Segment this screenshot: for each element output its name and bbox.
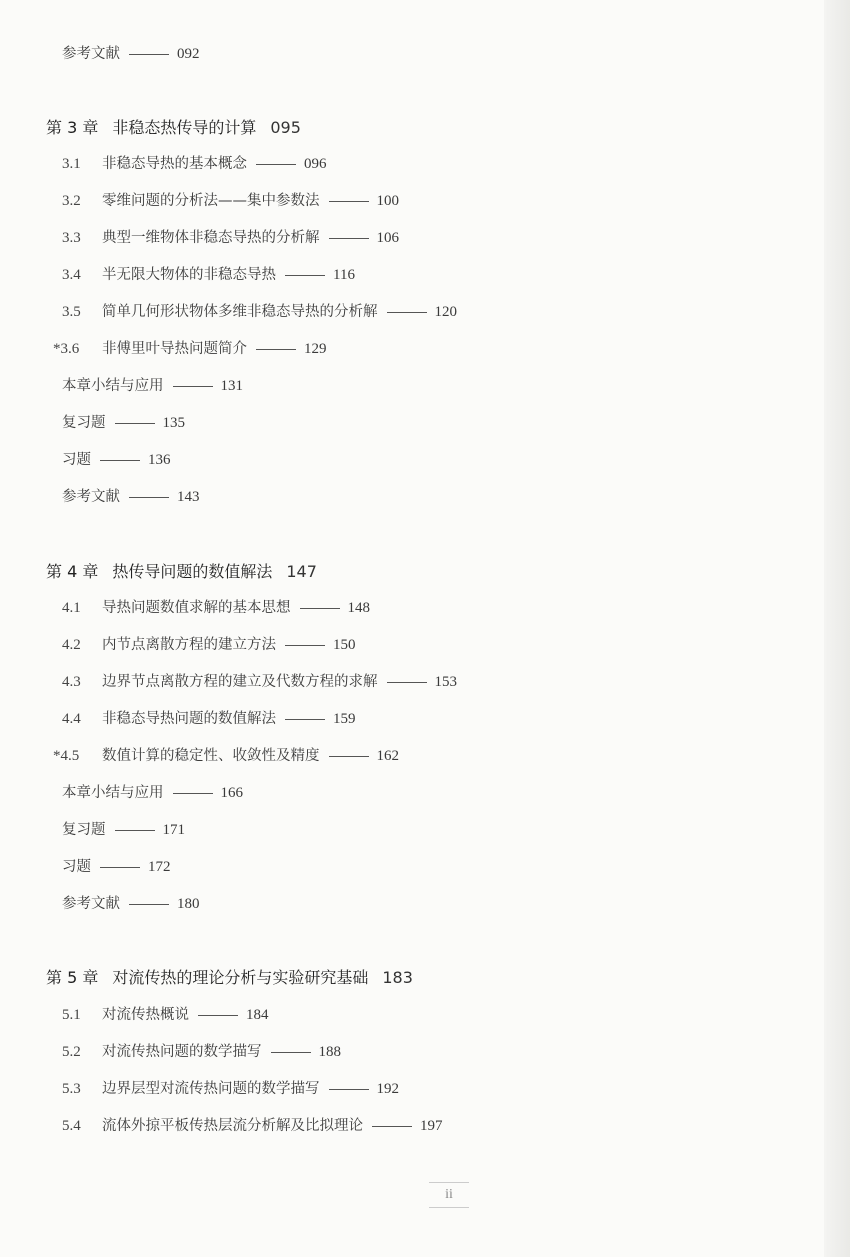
- toc-entry-page: 092: [177, 46, 200, 62]
- toc-entry-page: 136: [148, 452, 171, 468]
- section-number: 4.2: [62, 637, 81, 653]
- toc-entry-title: 复习题: [62, 822, 106, 838]
- toc-entry[interactable]: [62, 598, 370, 618]
- leader-dash: [329, 201, 369, 202]
- chapter-label: 第 3 章: [46, 118, 99, 137]
- toc-entry[interactable]: [62, 265, 355, 285]
- section-number: 3.4: [62, 267, 81, 283]
- section-number: 5.2: [62, 1044, 81, 1060]
- toc-entry-page: 162: [376, 748, 399, 764]
- toc-entry-page: 100: [376, 193, 399, 209]
- section-number: 5.1: [62, 1007, 81, 1023]
- leader-dash: [100, 867, 140, 868]
- chapter-title: 非稳态热传导的计算: [112, 118, 257, 137]
- toc-entry-page: 106: [376, 230, 399, 246]
- toc-entry-title: 习题: [62, 452, 91, 468]
- toc-entry-page: 150: [333, 637, 356, 653]
- toc-entry[interactable]: [62, 783, 243, 803]
- toc-entry-title: 对流传热概说: [102, 1007, 189, 1023]
- toc-entry-title: 边界层型对流传热问题的数学描写: [102, 1081, 320, 1097]
- toc-entry[interactable]: [62, 487, 200, 507]
- leader-dash: [372, 1126, 412, 1127]
- leader-dash: [329, 238, 369, 239]
- section-number: *3.6: [53, 341, 80, 357]
- toc-entry-page: 197: [420, 1118, 443, 1134]
- toc-entry-page: 192: [376, 1081, 399, 1097]
- toc-entry-page: 172: [148, 859, 171, 875]
- toc-entry-title: 参考文献: [62, 489, 120, 505]
- toc-entry[interactable]: [53, 746, 399, 766]
- toc-entry[interactable]: [62, 376, 243, 396]
- leader-dash: [387, 312, 427, 313]
- toc-entry[interactable]: [62, 1116, 443, 1136]
- toc-entry-page: 143: [177, 489, 200, 505]
- toc-entry-title: 非稳态导热问题的数值解法: [102, 711, 276, 727]
- leader-dash: [285, 275, 325, 276]
- section-number: *4.5: [53, 748, 80, 764]
- toc-entry[interactable]: [62, 450, 171, 470]
- toc-entry-title: 内节点离散方程的建立方法: [102, 637, 276, 653]
- page-edge-shadow: [824, 0, 850, 1257]
- leader-dash: [115, 423, 155, 424]
- toc-entry[interactable]: [62, 1005, 269, 1025]
- toc-entry[interactable]: [62, 857, 171, 877]
- toc-entry-page: 129: [304, 341, 327, 357]
- leader-dash: [115, 830, 155, 831]
- toc-entry[interactable]: [62, 44, 200, 64]
- toc-entry-title: 简单几何形状物体多维非稳态导热的分析解: [102, 304, 378, 320]
- chapter-label: 第 5 章: [46, 968, 99, 987]
- section-number: 5.4: [62, 1118, 81, 1134]
- chapter-heading[interactable]: [46, 118, 301, 138]
- leader-dash: [329, 1089, 369, 1090]
- toc-entry[interactable]: [62, 228, 399, 248]
- chapter-heading[interactable]: [46, 562, 317, 582]
- chapter-page: 095: [270, 118, 301, 137]
- leader-dash: [173, 386, 213, 387]
- toc-entry-page: 184: [246, 1007, 269, 1023]
- toc-entry-page: 116: [333, 267, 355, 283]
- section-number: 4.1: [62, 600, 81, 616]
- toc-entry-title: 本章小结与应用: [62, 785, 164, 801]
- toc-entry-title: 半无限大物体的非稳态导热: [102, 267, 276, 283]
- toc-entry-page: 171: [162, 822, 185, 838]
- toc-entry[interactable]: [62, 191, 399, 211]
- toc-entry-page: 096: [304, 156, 327, 172]
- toc-entry[interactable]: [62, 413, 185, 433]
- toc-entry-page: 153: [434, 674, 457, 690]
- leader-dash: [256, 164, 296, 165]
- section-number: 3.5: [62, 304, 81, 320]
- toc-entry-title: 非稳态导热的基本概念: [102, 156, 247, 172]
- toc-entry[interactable]: [62, 1042, 341, 1062]
- toc-entry[interactable]: [62, 672, 457, 692]
- chapter-page: 147: [286, 562, 317, 581]
- section-number: 4.4: [62, 711, 81, 727]
- toc-entry-page: 148: [347, 600, 370, 616]
- toc-entry-title: 复习题: [62, 415, 106, 431]
- toc-entry[interactable]: [62, 635, 356, 655]
- toc-entry-title: 边界节点离散方程的建立及代数方程的求解: [102, 674, 378, 690]
- chapter-title: 热传导问题的数值解法: [112, 562, 273, 581]
- toc-entry-page: 180: [177, 896, 200, 912]
- chapter-page: 183: [382, 968, 413, 987]
- toc-entry[interactable]: [62, 894, 200, 914]
- toc-entry[interactable]: [53, 339, 327, 359]
- toc-entry[interactable]: [62, 154, 327, 174]
- chapter-title: 对流传热的理论分析与实验研究基础: [112, 968, 369, 987]
- toc-entry-title: 习题: [62, 859, 91, 875]
- toc-entry-page: 166: [220, 785, 243, 801]
- leader-dash: [329, 756, 369, 757]
- leader-dash: [387, 682, 427, 683]
- page-number: ii: [433, 1182, 465, 1208]
- leader-dash: [173, 793, 213, 794]
- chapter-heading[interactable]: [46, 968, 413, 988]
- leader-dash: [198, 1015, 238, 1016]
- toc-entry-title: 典型一维物体非稳态导热的分析解: [102, 230, 320, 246]
- leader-dash: [271, 1052, 311, 1053]
- leader-dash: [256, 349, 296, 350]
- section-number: 3.3: [62, 230, 81, 246]
- leader-dash: [129, 904, 169, 905]
- section-number: 3.1: [62, 156, 81, 172]
- toc-entry-page: 159: [333, 711, 356, 727]
- toc-entry-page: 188: [318, 1044, 341, 1060]
- section-number: 5.3: [62, 1081, 81, 1097]
- toc-entry-title: 对流传热问题的数学描写: [102, 1044, 262, 1060]
- toc-entry-title: 本章小结与应用: [62, 378, 164, 394]
- toc-entry-title: 参考文献: [62, 896, 120, 912]
- leader-dash: [129, 54, 169, 55]
- toc-entry-page: 120: [434, 304, 457, 320]
- toc-entry[interactable]: [62, 820, 185, 840]
- toc-entry[interactable]: [62, 1079, 399, 1099]
- toc-entry-title: 流体外掠平板传热层流分析解及比拟理论: [102, 1118, 363, 1134]
- toc-entry[interactable]: [62, 709, 356, 729]
- toc-entry[interactable]: [62, 302, 457, 322]
- toc-entry-title: 参考文献: [62, 46, 120, 62]
- leader-dash: [100, 460, 140, 461]
- leader-dash: [129, 497, 169, 498]
- toc-entry-page: 135: [162, 415, 185, 431]
- toc-entry-title: 非傅里叶导热问题简介: [102, 341, 247, 357]
- leader-dash: [285, 645, 325, 646]
- toc-entry-title: 导热问题数值求解的基本思想: [102, 600, 291, 616]
- section-number: 3.2: [62, 193, 81, 209]
- toc-entry-title: 数值计算的稳定性、收敛性及精度: [102, 748, 320, 764]
- leader-dash: [285, 719, 325, 720]
- section-number: 4.3: [62, 674, 81, 690]
- chapter-label: 第 4 章: [46, 562, 99, 581]
- toc-entry-title: 零维问题的分析法——集中参数法: [102, 193, 320, 209]
- leader-dash: [300, 608, 340, 609]
- toc-entry-page: 131: [220, 378, 243, 394]
